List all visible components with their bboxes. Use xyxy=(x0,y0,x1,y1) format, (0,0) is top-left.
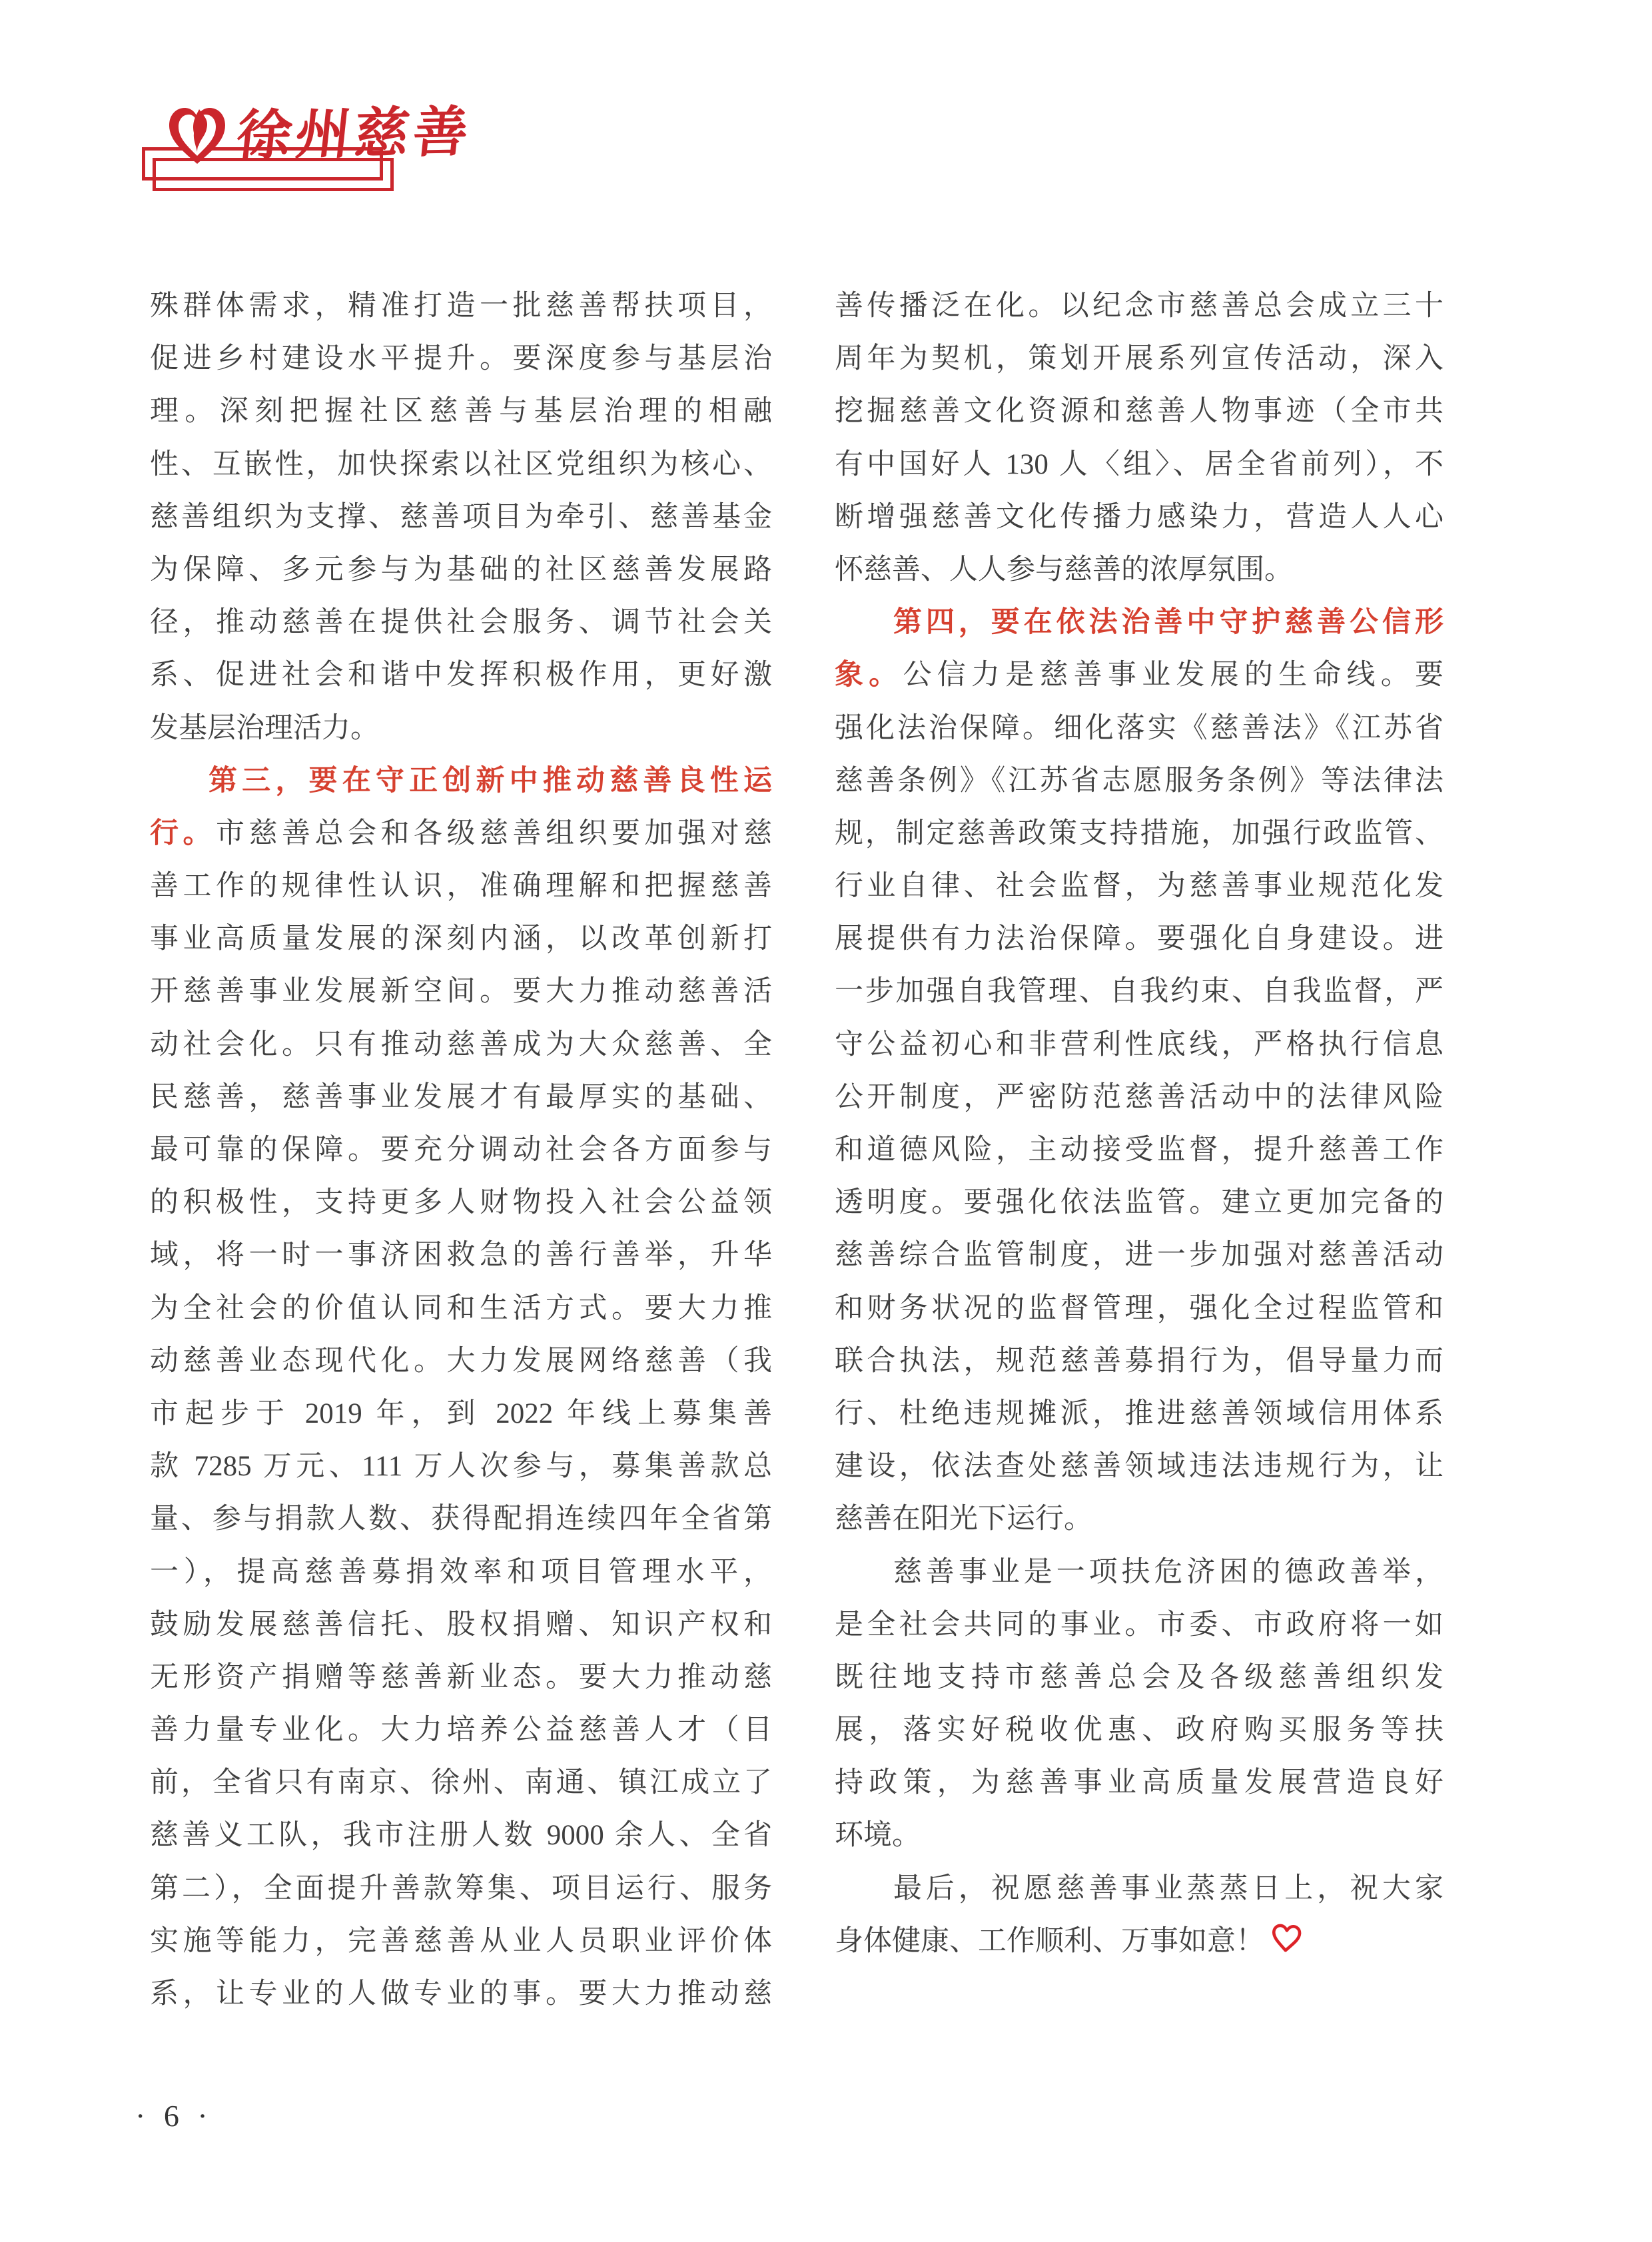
text-line xyxy=(835,1546,1444,1599)
text-line xyxy=(835,1915,1444,1968)
text-line xyxy=(150,1493,772,1545)
body-text-segment: 持政策，为慈善事业高质量发展营造良好 xyxy=(835,1767,1444,1799)
text-line xyxy=(835,755,1444,807)
body-text-segment: 动社会化。只有推动慈善成为大众慈善、全 xyxy=(150,1028,772,1060)
text-line xyxy=(150,1809,772,1862)
body-text-segment: 断增强慈善文化传播力感染力，营造人人心 xyxy=(835,501,1444,533)
body-text-segment: 善工作的规律性认识，准确理解和把握慈善 xyxy=(150,871,772,903)
text-line xyxy=(150,1071,772,1124)
text-line xyxy=(835,1599,1444,1651)
body-text-segment: 慈善综合监管制度，进一步加强对慈善活动 xyxy=(835,1240,1444,1272)
body-text-segment: 开慈善事业发展新空间。要大力推动慈善活 xyxy=(150,976,772,1008)
text-line xyxy=(150,596,772,649)
body-text-segment: 无形资产捐赠等慈善新业态。要大力推动慈 xyxy=(150,1661,772,1693)
text-line xyxy=(835,1440,1444,1493)
body-text-segment: 发基层治理活力。 xyxy=(150,712,379,744)
text-line xyxy=(835,1387,1444,1440)
body-text-segment: 慈善条例》《江苏省志愿服务条例》等法律法 xyxy=(835,765,1444,797)
text-line xyxy=(150,385,772,438)
text-line xyxy=(835,1704,1444,1756)
body-text-segment: 和道德风险，主动接受监督，提升慈善工作 xyxy=(835,1134,1444,1166)
body-text-segment: 民慈善，慈善事业发展才有最厚实的基础、 xyxy=(150,1081,772,1113)
body-text-segment: 理。深刻把握社区慈善与基层治理的相融 xyxy=(150,396,772,428)
body-text-segment: 市慈善总会和各级慈善组织要加强对慈 xyxy=(216,817,772,849)
body-text-segment: 身体健康、工作顺利、万事如意！ xyxy=(835,1925,1264,1957)
text-line xyxy=(150,1124,772,1176)
text-line xyxy=(150,1651,772,1704)
text-line xyxy=(835,438,1444,491)
left-text-column xyxy=(150,280,772,2020)
text-line xyxy=(835,280,1444,332)
body-text-segment: 行、杜绝违规摊派，推进慈善领域信用体系 xyxy=(835,1397,1444,1429)
text-line xyxy=(150,1387,772,1440)
body-text-segment: 怀慈善、人人参与慈善的浓厚氛围。 xyxy=(835,554,1293,585)
body-text-segment: 慈善事业是一项扶危济困的德政善举， xyxy=(893,1556,1444,1588)
text-line xyxy=(835,1018,1444,1071)
text-line xyxy=(835,544,1444,596)
magazine-logo xyxy=(164,100,476,169)
text-line xyxy=(150,1599,772,1651)
body-text-segment: 展，落实好税收优惠、政府购买服务等扶 xyxy=(835,1714,1444,1746)
page-number: · 6 · xyxy=(135,2099,213,2133)
text-line xyxy=(835,1282,1444,1335)
text-line xyxy=(835,332,1444,385)
body-text-segment: 行业自律、社会监督，为慈善事业规范化发 xyxy=(835,871,1444,903)
body-text-segment: 为保障、多元参与为基础的社区慈善发展路 xyxy=(150,554,772,585)
text-line xyxy=(150,807,772,860)
body-text-segment: 善传播泛在化。以纪念市慈善总会成立三十 xyxy=(835,290,1444,322)
body-text-segment: 一），提高慈善募捐效率和项目管理水平， xyxy=(150,1556,772,1588)
body-text-segment: 周年为契机，策划开展系列宣传活动，深入 xyxy=(835,343,1444,375)
body-text-segment: 慈善在阳光下运行。 xyxy=(835,1503,1092,1535)
body-text-segment: 域，将一时一事济困救急的善行善举，升华 xyxy=(150,1240,772,1272)
text-line xyxy=(835,860,1444,913)
text-line xyxy=(835,1809,1444,1862)
text-line xyxy=(835,1756,1444,1809)
body-text-segment: 是全社会共同的事业。市委、市政府将一如 xyxy=(835,1609,1444,1641)
body-text-segment: 促进乡村建设水平提升。要深度参与基层治 xyxy=(150,343,772,375)
text-line xyxy=(835,491,1444,544)
right-text-column xyxy=(835,280,1444,1968)
body-text-segment: 性、互嵌性，加快探索以社区党组织为核心、 xyxy=(150,448,772,480)
body-text-segment: 殊群体需求，精准打造一批慈善帮扶项目， xyxy=(150,290,772,322)
body-text-segment: 实施等能力，完善慈善从业人员职业评价体 xyxy=(150,1925,772,1957)
text-line xyxy=(150,1282,772,1335)
text-line xyxy=(150,280,772,332)
heading-text-segment: 第三，要在守正创新中推动慈善良性运 xyxy=(208,764,772,797)
text-line xyxy=(150,544,772,596)
text-line xyxy=(150,649,772,701)
body-text-segment: 系、促进社会和谐中发挥积极作用，更好激 xyxy=(150,659,772,691)
body-text-segment: 和财务状况的监督管理，强化全过程监管和 xyxy=(835,1292,1444,1324)
text-line xyxy=(150,491,772,544)
text-line xyxy=(835,1176,1444,1229)
text-line xyxy=(835,702,1444,755)
body-text-segment: 一步加强自我管理、自我约束、自我监督，严 xyxy=(835,976,1444,1008)
text-line xyxy=(835,1335,1444,1387)
text-line xyxy=(150,1229,772,1282)
heading-text-segment: 第四，要在依法治善中守护慈善公信形 xyxy=(893,606,1444,639)
text-line xyxy=(835,1493,1444,1545)
body-text-segment: 透明度。要强化依法监管。建立更加完备的 xyxy=(835,1187,1444,1219)
body-text-segment: 挖掘慈善文化资源和慈善人物事迹（全市共 xyxy=(835,396,1444,428)
text-line xyxy=(835,913,1444,965)
heart-flame-icon xyxy=(164,100,230,169)
body-text-segment: 最后，祝愿慈善事业蒸蒸日上，祝大家 xyxy=(893,1872,1444,1904)
body-text-segment: 最可靠的保障。要充分调动社会各方面参与 xyxy=(150,1134,772,1166)
text-line xyxy=(150,965,772,1018)
text-line xyxy=(835,1229,1444,1282)
text-line xyxy=(835,385,1444,438)
body-text-segment: 既往地支持市慈善总会及各级慈善组织发 xyxy=(835,1661,1444,1693)
body-text-segment: 联合执法，规范慈善募捐行为，倡导量力而 xyxy=(835,1345,1444,1377)
body-text-segment: 展提供有力法治保障。要强化自身建设。进 xyxy=(835,923,1444,955)
body-text-segment: 守公益初心和非营利性底线，严格执行信息 xyxy=(835,1028,1444,1060)
magazine-title: 徐州慈善 xyxy=(233,101,476,167)
body-text-segment: 强化法治保障。细化落实《慈善法》《江苏省 xyxy=(835,712,1444,744)
text-line xyxy=(150,332,772,385)
text-line xyxy=(835,1651,1444,1704)
text-line xyxy=(835,1071,1444,1124)
text-line xyxy=(150,1915,772,1968)
masthead xyxy=(0,0,533,226)
body-text-segment: 慈善组织为支撑、慈善项目为牵引、慈善基金 xyxy=(150,501,772,533)
body-text-segment: 善力量专业化。大力培养公益慈善人才（目 xyxy=(150,1714,772,1746)
body-text-segment: 系，让专业的人做专业的事。要大力推动慈 xyxy=(150,1978,772,2010)
text-line xyxy=(150,755,772,807)
body-text-segment: 事业高质量发展的深刻内涵，以改革创新打 xyxy=(150,923,772,955)
text-line xyxy=(835,1124,1444,1176)
text-line xyxy=(150,1756,772,1809)
body-text-segment: 为全社会的价值认同和生活方式。要大力推 xyxy=(150,1292,772,1324)
text-line xyxy=(150,1018,772,1071)
body-text-segment: 环境。 xyxy=(835,1820,921,1852)
text-line xyxy=(150,702,772,755)
body-text-segment: 第二），全面提升善款筹集、项目运行、服务 xyxy=(150,1872,772,1904)
body-text-segment: 市起步于 2019 年，到 2022 年线上募集善 xyxy=(150,1397,772,1429)
body-text-segment: 有中国好人 130 人〈组〉、居全省前列），不 xyxy=(835,448,1444,480)
body-text-segment: 前，全省只有南京、徐州、南通、镇江成立了 xyxy=(150,1767,772,1799)
text-line xyxy=(150,1968,772,2020)
body-text-segment: 径，推动慈善在提供社会服务、调节社会关 xyxy=(150,607,772,639)
text-line xyxy=(835,596,1444,649)
text-line xyxy=(150,913,772,965)
body-text-segment: 款 7285 万元、111 万人次参与，募集善款总 xyxy=(150,1451,772,1483)
text-line xyxy=(835,1862,1444,1915)
text-line xyxy=(150,860,772,913)
body-text-segment: 量、参与捐款人数、获得配捐连续四年全省第 xyxy=(150,1503,772,1535)
text-line xyxy=(150,1704,772,1756)
body-text-segment: 公信力是慈善事业发展的生命线。要 xyxy=(903,659,1444,691)
body-text-segment: 公开制度，严密防范慈善活动中的法律风险 xyxy=(835,1081,1444,1113)
heading-text-segment: 象。 xyxy=(835,659,903,691)
body-text-segment: 的积极性，支持更多人财物投入社会公益领 xyxy=(150,1187,772,1219)
heart-icon xyxy=(1270,1922,1302,1955)
body-text-segment: 慈善义工队，我市注册人数 9000 余人、全省 xyxy=(150,1820,772,1852)
body-text-segment: 建设，依法查处慈善领域违法违规行为，让 xyxy=(835,1451,1444,1483)
text-line xyxy=(835,807,1444,860)
text-line xyxy=(150,1335,772,1387)
text-line xyxy=(150,438,772,491)
text-line xyxy=(150,1546,772,1599)
text-line xyxy=(835,649,1444,701)
body-text-segment: 规，制定慈善政策支持措施，加强行政监管、 xyxy=(835,817,1444,849)
text-line xyxy=(835,965,1444,1018)
text-line xyxy=(150,1440,772,1493)
text-line xyxy=(150,1176,772,1229)
text-line xyxy=(150,1862,772,1915)
heading-text-segment: 行。 xyxy=(150,817,216,849)
body-text-segment: 动慈善业态现代化。大力发展网络慈善（我 xyxy=(150,1345,772,1377)
body-text-segment: 鼓励发展慈善信托、股权捐赠、知识产权和 xyxy=(150,1609,772,1641)
